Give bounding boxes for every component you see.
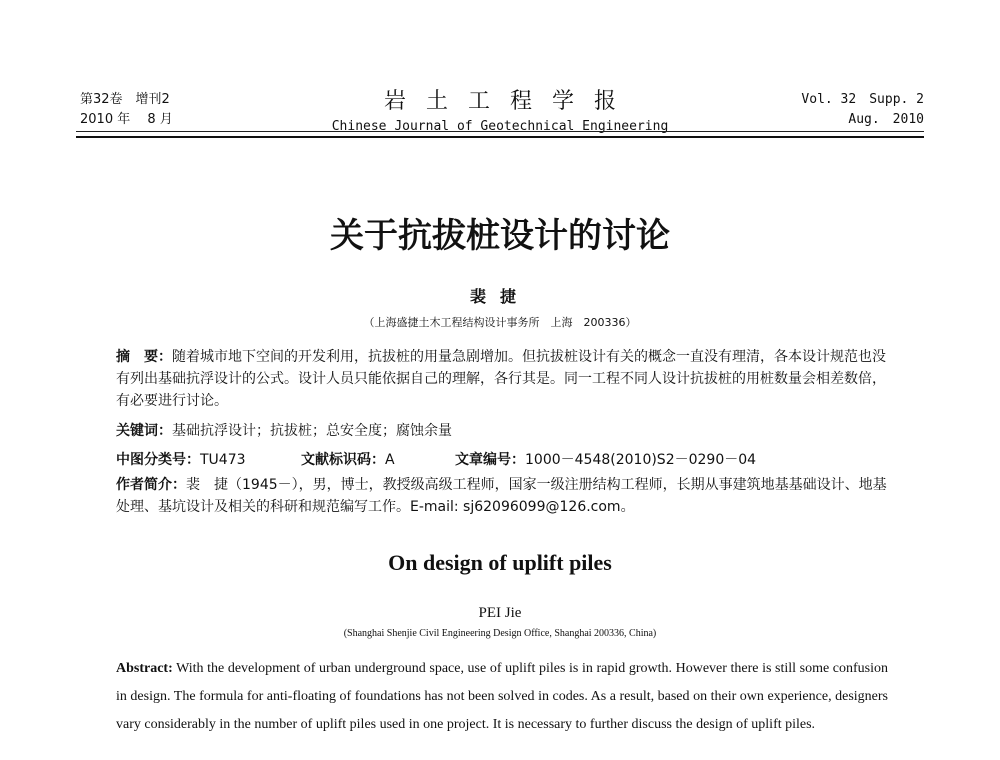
keywords-cn xyxy=(116,420,888,442)
abstract-en-label: Abstract: xyxy=(116,661,173,676)
abstract-en-text: With the development of urban underground space, use of uplift piles is in rapid growth. However there is still some confusion in design. The formula for anti-floating of foundations has not been solved in codes. As a result, based on their own experience, designers vary considerably in the number of uplift piles used in one project. It is necessary to further discuss the design of uplift piles. xyxy=(116,661,888,732)
volume-cn: 第32卷 增刊2 xyxy=(80,92,170,107)
page-title-en: On design of uplift piles xyxy=(388,550,612,575)
abstract-cn-text: 随着城市地下空间的开发利用，抗拔桩的用量急剧增加。但抗拔桩设计有关的概念一直没有理清，各本设计规范也没有列出基础抗浮设计的公式。设计人员只能依据自己的理解，各行其是。同一工程不同人设计抗拔桩的用桩数量会相差数倍，有必要进行讨论。 xyxy=(116,349,886,409)
clc-value: TU473 xyxy=(200,452,246,468)
affiliation-en: (Shanghai Shenjie Civil Engineering Design Office, Shanghai 200336, China) xyxy=(343,628,657,639)
doc-label: 文献标识码： xyxy=(301,452,385,468)
doc-code xyxy=(301,449,455,471)
doc-value: A xyxy=(385,452,395,468)
abstract-cn-label: 摘 要： xyxy=(116,349,172,365)
keywords-cn-label: 关键词： xyxy=(116,423,172,439)
article-value: 1000－4548(2010)S2－0290－04 xyxy=(525,452,757,468)
author-intro xyxy=(116,474,888,518)
clc-label: 中图分类号： xyxy=(116,452,200,468)
header-right xyxy=(801,90,924,130)
author-cn: 裴捷 xyxy=(469,287,530,306)
header-rule-thin xyxy=(76,131,924,132)
author-en: PEI Jie xyxy=(478,605,522,621)
abstract-en xyxy=(116,655,888,739)
journal-name-cn: 岩土工程学报 xyxy=(383,89,636,114)
article-number xyxy=(455,449,756,471)
classification-row xyxy=(116,449,888,471)
date-cn: 2010 年 8 月 xyxy=(80,112,173,127)
author-intro-label: 作者简介： xyxy=(116,477,186,493)
header-rule-thick xyxy=(76,136,924,138)
page-title-cn: 关于抗拔桩设计的讨论 xyxy=(330,216,670,256)
volume-en: Vol. 32 Supp. 2 xyxy=(801,92,924,107)
date-en: Aug. 2010 xyxy=(848,112,924,127)
affiliation-cn: （上海盛捷土木工程结构设计事务所 上海 200336） xyxy=(363,316,637,329)
journal-name-en: Chinese Journal of Geotechnical Engineering xyxy=(331,119,669,134)
clc-code xyxy=(116,449,301,471)
keywords-cn-text: 基础抗浮设计；抗拔桩；总安全度；腐蚀余量 xyxy=(172,423,452,439)
abstract-cn xyxy=(116,346,888,412)
article-label: 文章编号： xyxy=(455,452,525,468)
author-intro-text: 裴 捷（1945－），男，博士，教授级高级工程师，国家一级注册结构工程师，长期从事建筑地基基础设计、地基处理、基坑设计及相关的科研和规范编写工作。E-mail: sj62096099@126.com。 xyxy=(116,477,887,515)
